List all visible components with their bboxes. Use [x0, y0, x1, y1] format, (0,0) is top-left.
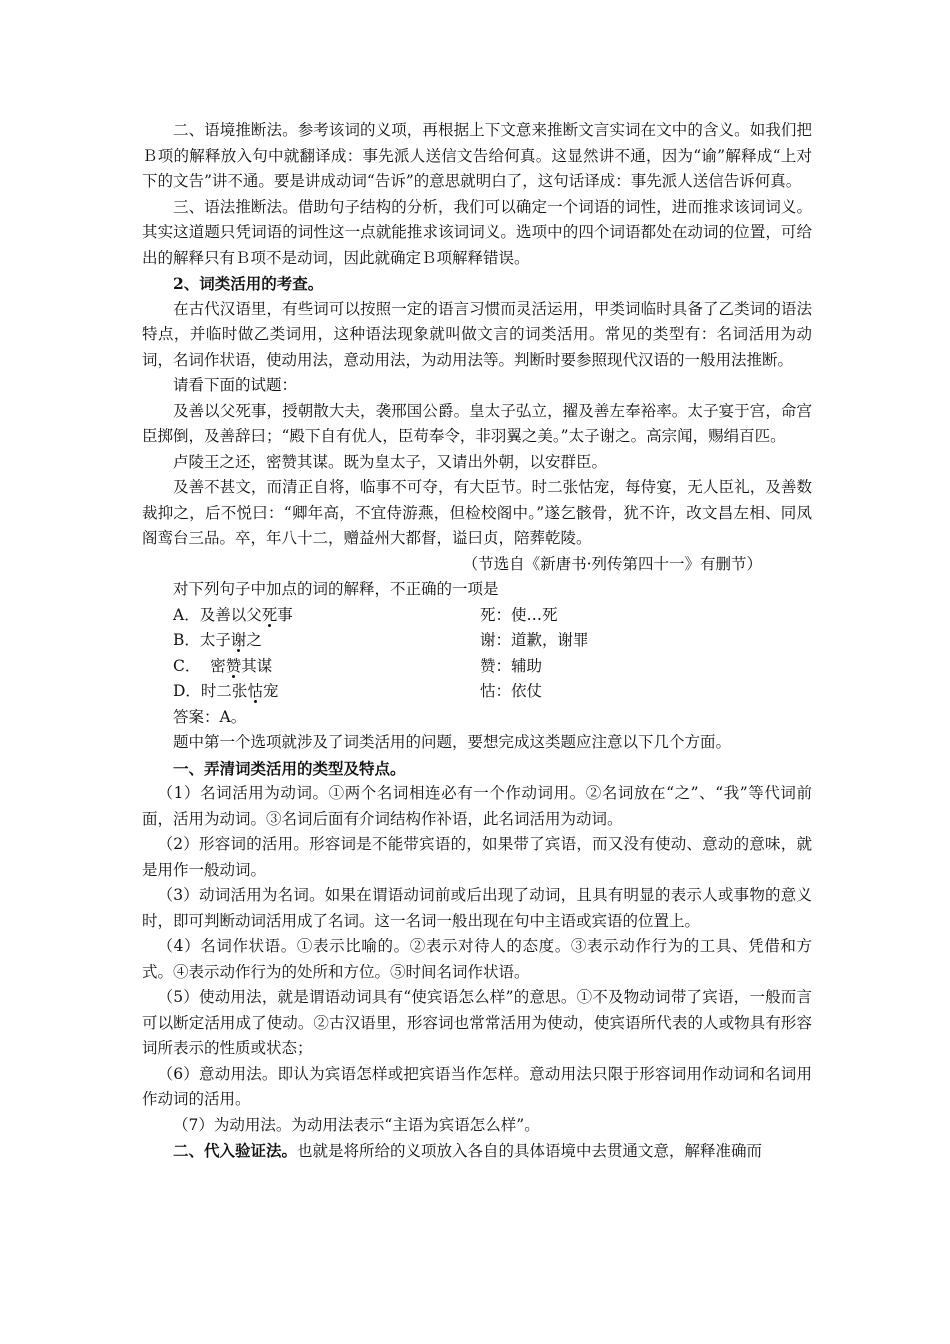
- dotted-word: 死: [261, 605, 278, 624]
- option-gloss: 死：使…死: [480, 605, 558, 624]
- paragraph-explanation: 题中第一个选项就涉及了词类活用的问题，要想完成这类题应注意以下几个方面。: [173, 733, 732, 751]
- paragraph-context-method: 二、语境推断法。参考该词的义项，再根据上下文意来推断文言实词在文中的含义。如我们把Ｂ项的解释放入句中就翻译成：事先派人送信文告给何真。这显然讲不通，因为“谕”解释成“上对下的文告”讲不通。要是讲成动词“告诉”的意思就明白了，这句话译成：事先派人送信告诉何真。: [142, 121, 812, 190]
- option-d: D．时二张怙宠 怙：依仗: [142, 679, 812, 705]
- paragraph-word-class-intro: 在古代汉语里，有些词可以按照一定的语言习惯而灵活运用，甲类词临时具备了乙类词的语法特点，并临时做乙类词用，这种语法现象就叫做文言的词类活用。常见的类型有：名词活用为动词，名词作状语，使动用法，意动用法，为动用法等。判断时要参照现代汉语的一般用法推断。: [142, 299, 812, 369]
- passage-paragraph-3: 及善不甚文，而清正自将，临事不可夺，有大臣节。时二张怙宠，每侍宴，无人臣礼，及善数裁抑之，后不悦曰：“卿年高，不宜侍游燕，但检校阁中。”遂乞骸骨，犹不许，改文昌左相、同凤阁鸾台三品。卒，年八十二，赠益州大都督，谥曰贞，陪葬乾陵。: [142, 478, 812, 547]
- passage-source: （节选自《新唐书·列传第四十一》有删节）: [462, 554, 762, 573]
- paragraph-grammar-method: 三、语法推断法。借助句子结构的分析，我们可以确定一个词语的词性，进而推求该词词义。其实这道题只凭词语的词性这一点就能推求该词词义。选项中的四个词语都处在动词的位置，可给出的解释只有Ｂ项不是动词，因此就确定Ｂ项解释错误。: [142, 197, 812, 267]
- answer-line: 答案：A。: [173, 707, 247, 726]
- heading-substitution: 二、代入验证法。: [173, 1141, 298, 1160]
- dotted-word: 赞: [225, 656, 242, 675]
- option-b: B．太子谢之 谢：道歉，谢罪: [142, 628, 812, 654]
- option-gloss: 谢：道歉，谢罪: [480, 631, 589, 649]
- section-heading-word-class: 2、词类活用的考查。: [173, 274, 324, 293]
- paragraph-see-question: 请看下面的试题：: [173, 376, 298, 394]
- list-item-3: （3）动词活用为名词。如果在谓语动词前或后出现了动词，且具有明显的表示人或事物的意义时，即可判断动词活用成了名词。这一名词一般出现在句中主语或宾语的位置上。: [142, 886, 812, 930]
- option-gloss: 怙：依仗: [480, 682, 543, 700]
- paragraph-substitution: 二、代入验证法。也就是将所给的义项放入各自的具体语境中去贯通文意，解释准确而: [173, 1141, 763, 1160]
- option-a: A．及善以父死事 死：使…死: [142, 603, 812, 629]
- heading-types: 一、弄清词类活用的类型及特点。: [173, 758, 406, 778]
- list-item-7: （7）为动用法。为动用法表示“主语为宾语怎么样”。: [173, 1115, 540, 1134]
- passage-paragraph-2: 卢陵王之还，密赞其谋。既为皇太子，又请出外朝，以安群臣。: [173, 452, 608, 471]
- document-page: [142, 118, 812, 1165]
- list-item-2: （2）形容词的活用。形容词是不能带宾语的，如果带了宾语，而又没有使动、意动的意味，就是用作一般动词。: [142, 835, 812, 879]
- question-stem: 对下列句子中加点的词的解释，不正确的一项是: [173, 580, 499, 598]
- list-item-1: （1）名词活用为动词。①两个名词相连必有一个作动词用。②名词放在“之”、“我”等代词前面，活用为动词。③名词后面有介词结构作补语，此名词活用为动词。: [142, 784, 812, 828]
- list-item-5: （5）使动用法，就是谓语动词具有“使宾语怎么样”的意思。①不及物动词带了宾语，一般而言可以断定活用成了使动。②古汉语里，形容词也常常活用为使动，使宾语所代表的人或物具有形容词所表示的性质或状态；: [142, 988, 812, 1057]
- option-c: C． 密赞其谋 赞：辅助: [142, 654, 812, 680]
- list-item-4: （4）名词作状语。①表示比喻的。②表示对待人的态度。③表示动作行为的工具、凭借和方式。④表示动作行为的处所和方位。⑤时间名词作状语。: [142, 937, 812, 981]
- option-gloss: 赞：辅助: [480, 656, 543, 675]
- dotted-word: 怙: [247, 682, 263, 700]
- dotted-word: 谢: [230, 631, 247, 649]
- list-item-6: （6）意动用法。即认为宾语怎样或把宾语当作怎样。意动用法只限于形容词用作动词和名词用作动词的活用。: [142, 1064, 812, 1108]
- passage-paragraph-1: 及善以父死事，授朝散大夫，袭邢国公爵。皇太子弘立，擢及善左奉裕率。太子宴于宫，命宫臣掷倒，及善辞曰；“殿下自有优人，臣苟奉令，非羽翼之美。”太子谢之。高宗闻，赐绢百匹。: [142, 401, 812, 445]
